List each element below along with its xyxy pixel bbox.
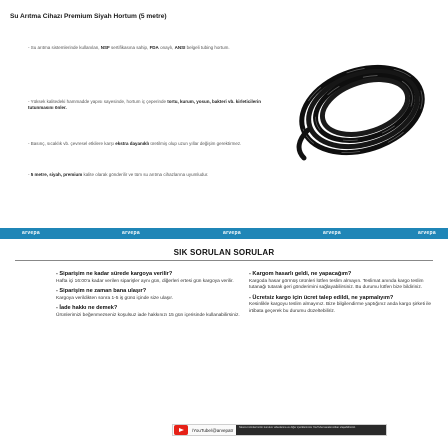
band-label: arvepa xyxy=(122,230,140,236)
bullet-text: kalite olarak gönderilir ve tüm su arıtma cihazlarına uyumludur. xyxy=(82,172,209,177)
faq-right-column xyxy=(249,269,441,319)
faq-question: - Kargom hasarlı geldi, ne yapacağım? xyxy=(249,271,352,277)
faq-answer: Kargoda hasar görmüş ürünleri lütfen teslim almayın. Teslimat anında kargo teslim tutanağı tutarak geri gönderimini sağlayabilirsiniz. Bu durumu lütfen bize bildiriniz. xyxy=(249,278,424,291)
bullet-text: - Yüksek kalitedeki hammadde yapısı sayesinde, hortum iç çeperinde xyxy=(28,99,168,104)
youtube-icon xyxy=(174,425,188,435)
faq-answer: Kesinlikle kargoyu teslim almayınız. Bize bilgilendirme yaptığınız anda kargo şirketi ile irtibata geçerek bu durumu düzeltebiliriz. xyxy=(249,302,432,314)
youtube-footer[interactable] xyxy=(172,424,387,436)
bullet-bold: tortu, kurum, yosun, bakteri vb. kirleticilerin tutunmasını önler. xyxy=(28,99,262,110)
faq-question: - Siparişim ne kadar sürede kargoya verilir? xyxy=(56,271,173,277)
band-label: arvepa xyxy=(323,230,341,236)
bullet-text: sertifikasına sahip, xyxy=(109,45,150,50)
bullet-text: - xyxy=(28,172,31,177)
faq-left-column xyxy=(56,269,248,323)
bullet-text: - Basınç, sıcaklık vb. çevresel etkilere karşı xyxy=(28,141,116,146)
band-label: arvepa xyxy=(223,230,241,236)
bullet-bold: ANSI xyxy=(174,45,186,50)
faq-question: - Ücretsiz kargo için ücret talep edildi, ne yapmalıyım? xyxy=(249,294,394,301)
band-label: arvepa xyxy=(418,230,436,236)
faq-answer: Ürünlerimizi beğenmezseniz koşulsuz iade hakkınızı 15 gün içerisinde kullanabilirsiniz. xyxy=(56,312,240,318)
bullet-text: üretilmiş olup uzun yıllar değişim gerektirmez. xyxy=(149,141,242,146)
bullet-bold: ekstra dayanıklı xyxy=(115,141,150,146)
faq-divider xyxy=(15,260,433,261)
faq-title: SIK SORULAN SORULAR xyxy=(173,248,275,257)
bullet-bold: FDA xyxy=(149,45,159,50)
feature-certifications xyxy=(28,45,273,51)
faq-question: - Siparişim ne zaman bana ulaşır? xyxy=(56,288,147,295)
feature-length xyxy=(28,172,273,178)
bullet-text: - Su arıtma sistemlerinde kullanılan, xyxy=(28,45,101,50)
bullet-text: belgeli tubing hortum. xyxy=(185,45,230,50)
faq-answer: Kargoya verildikten sonra 1-5 iş günü içinde size ulaşır. xyxy=(56,295,174,301)
feature-hygiene xyxy=(28,99,273,110)
bullet-text: onaylı, xyxy=(158,45,175,50)
footer-note: Mevcut ürünlerimizin kurulum videolarına ve diğer içeriklerimize YouTube kanalımızdan ulaşabilirsiniz. xyxy=(236,425,386,435)
feature-durability xyxy=(28,141,273,147)
faq-answer: Hafta içi 16:00'a kadar verilen siparişler aynı gün, diğerleri ertesi gün kargoya verilir. xyxy=(56,278,234,284)
brand-band xyxy=(0,228,448,239)
hose-coil-image xyxy=(290,42,438,172)
youtube-handle[interactable]: /YouTube/@arvepatr xyxy=(192,427,234,433)
band-label: arvepa xyxy=(22,230,40,236)
bullet-bold: NSF xyxy=(100,45,110,50)
bullet-bold: 5 metre, siyah, premium xyxy=(30,172,83,177)
product-title: Su Arıtma Cihazı Premium Siyah Hortum (5 metre) xyxy=(10,13,167,20)
faq-question: - İade hakkı ne demek? xyxy=(56,305,118,312)
